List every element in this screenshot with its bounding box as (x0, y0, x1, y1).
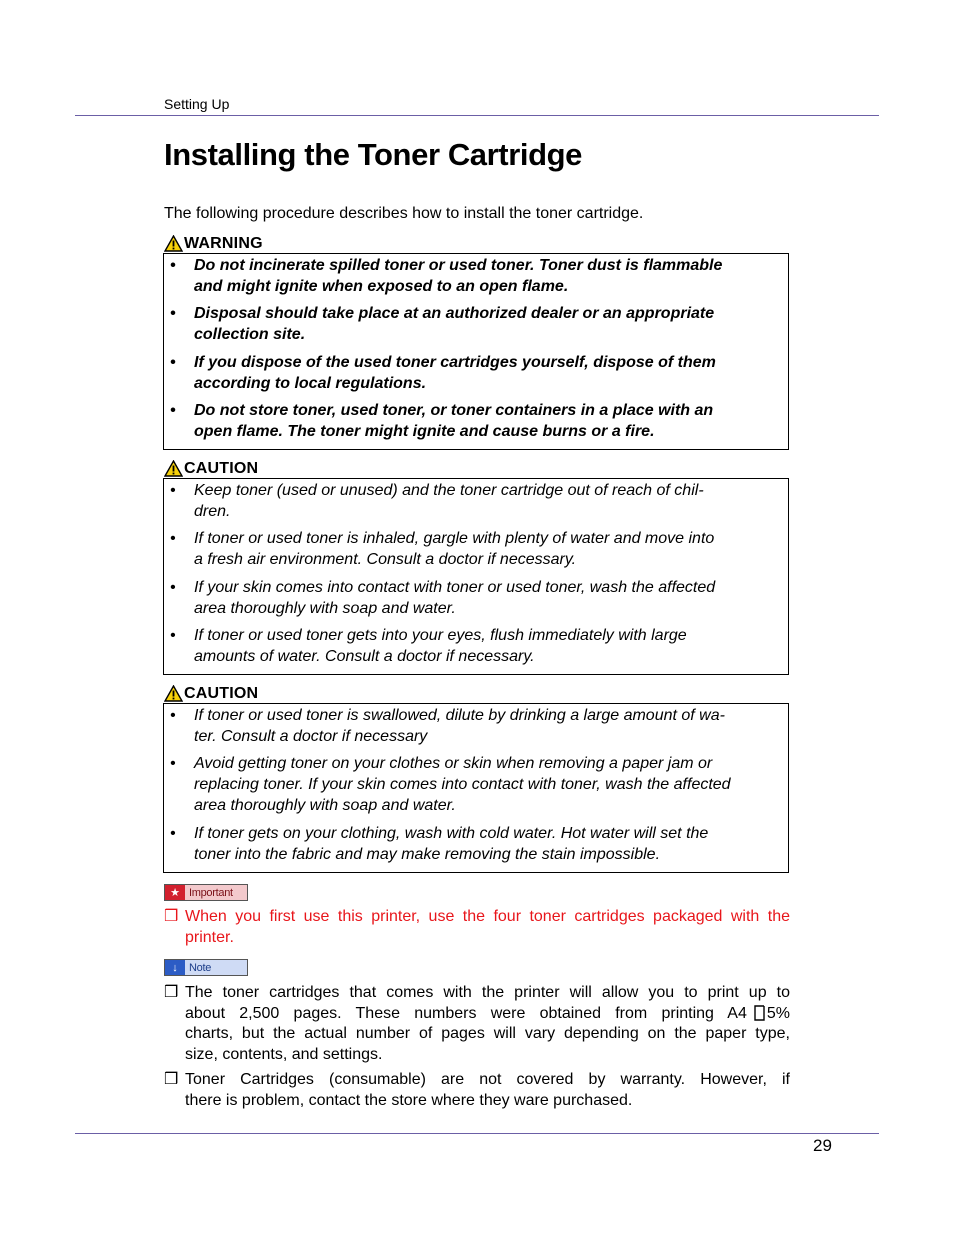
note-1-line-2: about 2,500 pages. These numbers were obtained from printing A4 5% (185, 1004, 790, 1022)
list-item-line: open flame. The toner might ignite and cause burns or a fire. (194, 423, 655, 440)
list-item-line: If toner gets on your clothing, wash with cold water. Hot water will set the (194, 825, 709, 842)
bullet-icon: • (170, 402, 176, 419)
list-item (164, 480, 794, 522)
list-item-line: replacing toner. If your skin comes into contact with toner, wash the affected (194, 776, 731, 793)
list-item-line: collection site. (194, 326, 306, 343)
list-item-line: amounts of water. Consult a doctor if necessary. (194, 648, 535, 665)
list-item-line: Disposal should take place at an authorized dealer or an appropriate (194, 305, 715, 322)
page-number: 29 (813, 1136, 832, 1155)
list-item (164, 753, 794, 816)
important-badge (164, 884, 248, 901)
list-item-line: If toner or used toner gets into your eyes, flush immediately with large (194, 627, 687, 644)
warning-triangle-icon (164, 235, 183, 252)
caution-label-text: CAUTION (184, 685, 259, 702)
bullet-icon: • (170, 627, 176, 644)
list-item-line: Do not store toner, used toner, or toner containers in a place with an (194, 402, 714, 419)
warning-label-text: WARNING (184, 235, 263, 252)
intro-text: The following procedure describes how to install the toner cartridge. (164, 205, 644, 222)
caution-label-text: CAUTION (184, 460, 259, 477)
running-head: Setting Up (164, 96, 230, 112)
list-item (164, 352, 794, 394)
list-item (164, 823, 794, 865)
list-item (164, 528, 794, 570)
warning-triangle-icon (164, 460, 183, 477)
checkbox-bullet-icon: ❒ (164, 984, 179, 1001)
caution-label-2 (164, 685, 258, 702)
note-item-2 (164, 1070, 790, 1111)
star-icon: ★ (165, 885, 185, 900)
header-rule (75, 115, 879, 116)
list-item-line: If your skin comes into contact with toner or used toner, wash the affected (194, 579, 716, 596)
note-badge-text: Note (185, 960, 247, 975)
bullet-icon: • (170, 305, 176, 322)
note-1-line-1: The toner cartridges that comes with the printer will allow you to print up to (185, 984, 790, 1001)
note-item-1 (164, 983, 790, 1065)
warning-label (164, 235, 263, 252)
important-line-2: printer. (185, 928, 234, 946)
bullet-icon: • (170, 257, 176, 274)
list-item (164, 705, 794, 747)
important-line-1: When you first use this printer, use the four toner cartridges packaged with the (185, 908, 790, 925)
list-item-line: area thoroughly with soap and water. (194, 797, 456, 814)
warning-box (163, 253, 789, 450)
list-item-line: If toner or used toner is swallowed, dilute by drinking a large amount of wa- (194, 707, 725, 724)
list-item (164, 303, 794, 345)
list-item-line: toner into the fabric and may make removing the stain impossible. (194, 846, 661, 863)
bullet-icon: • (170, 579, 176, 596)
bullet-icon: • (170, 530, 176, 547)
note-2-line-2: there is problem, contact the store where they ware purchased. (185, 1091, 633, 1109)
note-1-line-3: charts, but the actual number of pages will vary depending on the paper type, (185, 1025, 790, 1042)
list-item-line: and might ignite when exposed to an open flame. (194, 278, 569, 295)
page-title: Installing the Toner Cartridge (164, 137, 583, 172)
list-item-line: Keep toner (used or unused) and the toner cartridge out of reach of chil- (194, 482, 704, 499)
warning-triangle-icon (164, 685, 183, 702)
footer-rule (75, 1133, 879, 1134)
caution-label-1 (164, 460, 258, 477)
caution-box-1 (163, 478, 789, 675)
bullet-icon: • (170, 707, 176, 724)
note-2-line-1: Toner Cartridges (consumable) are not covered by warranty. However, if (185, 1071, 790, 1088)
checkbox-bullet-icon: ❒ (164, 908, 179, 925)
bullet-icon: • (170, 354, 176, 371)
list-item-line: If toner or used toner is inhaled, gargle with plenty of water and move into (194, 530, 715, 547)
arrow-down-icon: ↓ (165, 960, 185, 975)
list-item-line: dren. (194, 503, 231, 520)
list-item-line: Do not incinerate spilled toner or used toner. Toner dust is flammable (194, 257, 723, 274)
list-item (164, 577, 794, 619)
list-item (164, 400, 794, 442)
list-item (164, 625, 794, 667)
important-item (164, 907, 790, 948)
list-item-line: Avoid getting toner on your clothes or skin when removing a paper jam or (194, 755, 713, 772)
paper-portrait-icon (753, 1005, 766, 1021)
list-item-line: a fresh air environment. Consult a doctor if necessary. (194, 551, 577, 568)
caution-box-2 (163, 703, 789, 873)
list-item-line: If you dispose of the used toner cartridges yourself, dispose of them (194, 354, 716, 371)
list-item (164, 255, 794, 297)
checkbox-bullet-icon: ❒ (164, 1071, 179, 1088)
note-1-line-4: size, contents, and settings. (185, 1045, 383, 1063)
list-item-line: according to local regulations. (194, 375, 427, 392)
note-badge (164, 959, 248, 976)
list-item-line: area thoroughly with soap and water. (194, 600, 456, 617)
list-item-line: ter. Consult a doctor if necessary (194, 728, 428, 745)
bullet-icon: • (170, 825, 176, 842)
important-badge-text: Important (185, 885, 247, 900)
bullet-icon: • (170, 755, 176, 772)
bullet-icon: • (170, 482, 176, 499)
